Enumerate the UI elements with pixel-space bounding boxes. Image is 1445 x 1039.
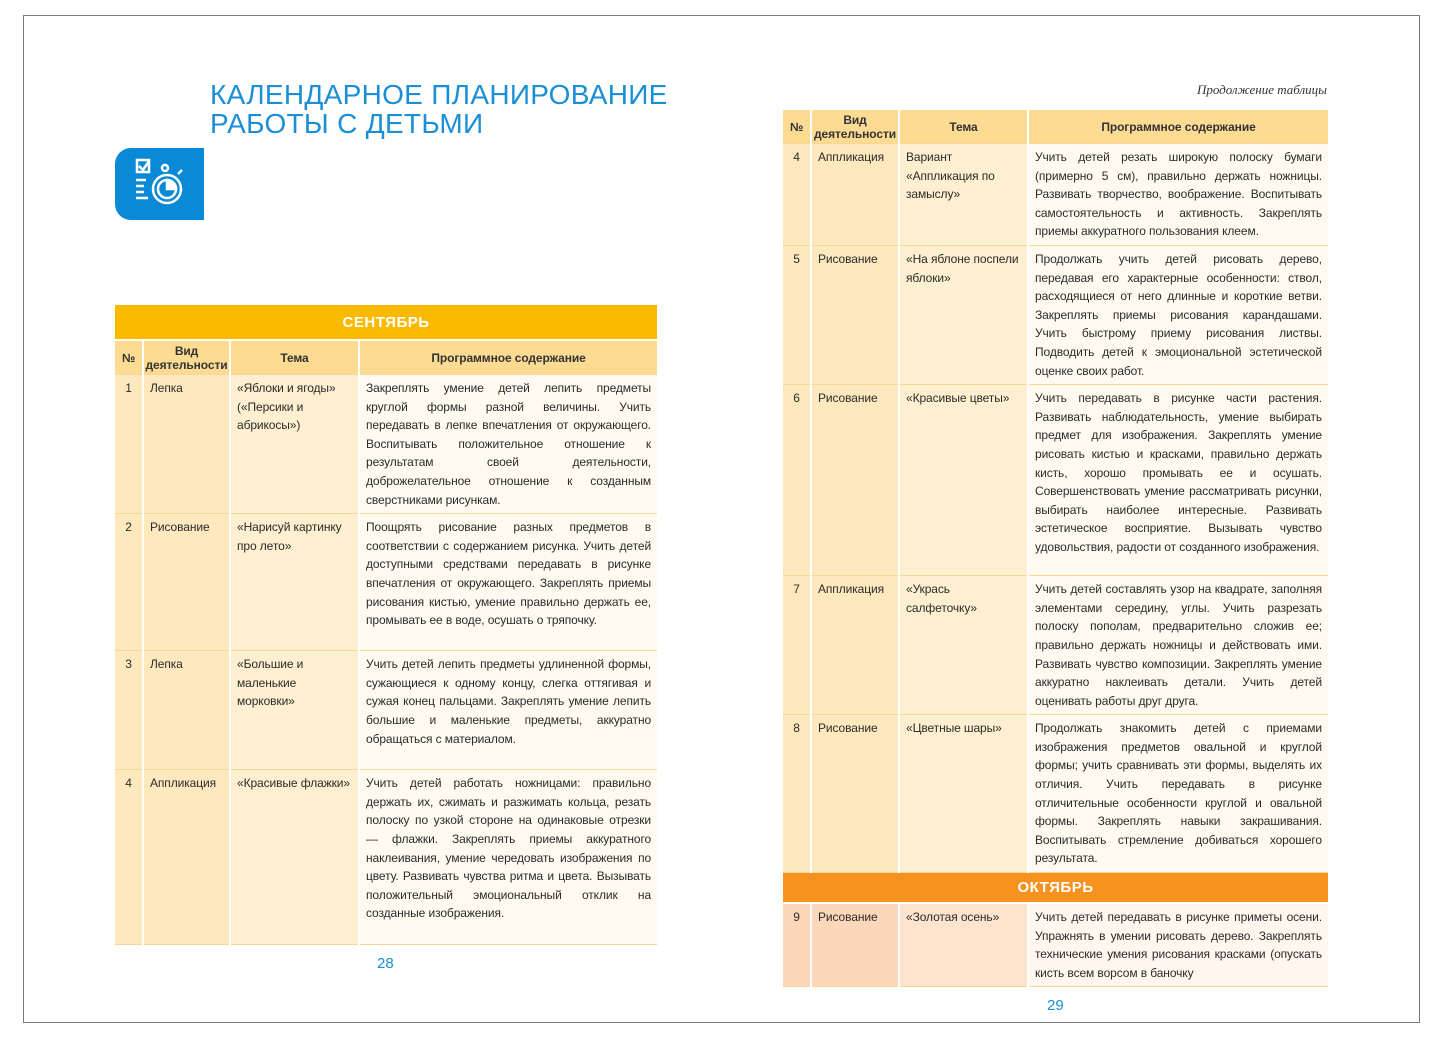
- september-table: [115, 305, 659, 945]
- cell-topic: «Большие и маленькие морковки»: [230, 651, 359, 770]
- cell-content: Закреплять умение детей лепить предметы круглой формы разной величины. Учить передавать в лепке впечатления от окружающего. Воспитывать положительное отношение к результатам своей деятельности, доброжелательное отношение к созданным сверстниками рисункам.: [359, 375, 658, 514]
- cell-activity: Лепка: [143, 375, 230, 514]
- table-row: [115, 770, 658, 945]
- cell-num: 7: [783, 576, 811, 715]
- table-row: [783, 144, 1329, 246]
- month-october: ОКТЯБРЬ: [783, 873, 1329, 904]
- cell-content: Учить детей передавать в рисунке приметы осени. Упражнять в умении рисовать дерево. Закреплять технические умения рисования красками (опускать кисть всем ворсом в баночку: [1028, 903, 1329, 987]
- header-topic: Тема: [230, 340, 359, 375]
- month-row: [783, 873, 1329, 904]
- cell-content: Продолжать знакомить детей с приемами изображения предметов овальной и круглой формы; учить сравнивать эти формы, выделять их отличия. Учить передавать в рисунке отличительные особенности круглой и овальной формы. Закреплять навыки закрашивания. Воспитывать стремление добиваться хорошего результата.: [1028, 715, 1329, 873]
- cell-topic: «Цветные шары»: [899, 715, 1028, 873]
- table-row: [115, 514, 658, 651]
- cell-num: 2: [115, 514, 143, 651]
- cell-activity: Рисование: [811, 903, 899, 987]
- table-header: [115, 340, 658, 375]
- header-topic: Тема: [899, 110, 1028, 144]
- cell-content: Учить детей лепить предметы удлиненной формы, сужающиеся к одному концу, слегка оттягивая и сужая конец пальцами. Закреплять умение лепить большие и маленькие предметы, аккуратно обращаться с материалом.: [359, 651, 658, 770]
- header-activity: Вид деятельности: [811, 110, 899, 144]
- month-row: [115, 305, 658, 340]
- title-line: РАБОТЫ С ДЕТЬМИ: [210, 108, 484, 139]
- cell-topic: Вариант «Аппликация по замыслу»: [899, 144, 1028, 246]
- continuation-note: Продолжение таблицы: [1196, 82, 1327, 97]
- table-header: [783, 110, 1329, 144]
- table-row: [115, 651, 658, 770]
- cell-num: 4: [783, 144, 811, 246]
- cell-activity: Аппликация: [143, 770, 230, 945]
- table-row: [783, 576, 1329, 715]
- cell-num: 4: [115, 770, 143, 945]
- cell-activity: Рисование: [811, 245, 899, 384]
- title-line: КАЛЕНДАРНОЕ ПЛАНИРОВАНИЕ: [210, 79, 668, 110]
- cell-activity: Рисование: [811, 715, 899, 873]
- table-row: [783, 715, 1329, 873]
- page-title: [210, 80, 668, 138]
- cell-activity: Аппликация: [811, 144, 899, 246]
- cell-num: 9: [783, 903, 811, 987]
- cell-topic: «Красивые цветы»: [899, 385, 1028, 576]
- cell-activity: Аппликация: [811, 576, 899, 715]
- table-row: [783, 385, 1329, 576]
- cell-content: Поощрять рисование разных предметов в соответствии с содержанием рисунка. Учить детей доступными средствами передавать в рисунке впечатления от окружающего. Закреплять приемы рисования кистью, умение правильно держать ее, промывать ее в воде, осушать о тряпочку.: [359, 514, 658, 651]
- table-row: [783, 245, 1329, 384]
- cell-content: Учить передавать в рисунке части растения. Развивать наблюдательность, умение выбирать предмет для изображения. Закреплять умение рисовать кистью и красками, правильно держать кисть, хорошо промывать ее и осушать. Совершенствовать умение рассматривать рисунки, выбирать наиболее интересные. Развивать эстетическое восприятие. Вызывать чувство удовольствия, радости от созданного изображения.: [1028, 385, 1329, 576]
- page-number: 29: [1047, 997, 1064, 1014]
- cell-num: 3: [115, 651, 143, 770]
- month-september: СЕНТЯБРЬ: [115, 305, 658, 340]
- cell-topic: «На яблоне поспели яблоки»: [899, 245, 1028, 384]
- header-content: Программное содержание: [359, 340, 658, 375]
- continued-table: [783, 110, 1330, 987]
- cell-activity: Рисование: [143, 514, 230, 651]
- cell-topic: «Яблоки и ягоды» («Персики и абрикосы»): [230, 375, 359, 514]
- cell-topic: «Нарисуй картинку про лето»: [230, 514, 359, 651]
- header-num: №: [115, 340, 143, 375]
- table-row: [115, 375, 658, 514]
- cell-activity: Рисование: [811, 385, 899, 576]
- cell-content: Учить детей работать ножницами: правильно держать их, сжимать и разжимать кольца, резать полоску по узкой стороне на одинаковые отрезки — флажки. Закреплять приемы аккуратного наклеивания, умение чередовать изображения по цвету. Развивать чувства ритма и цвета. Вызывать положительный эмоциональный отклик на созданные изображения.: [359, 770, 658, 945]
- header-num: №: [783, 110, 811, 144]
- cell-num: 8: [783, 715, 811, 873]
- cell-num: 1: [115, 375, 143, 514]
- cell-num: 6: [783, 385, 811, 576]
- checklist-stopwatch-icon: [115, 148, 204, 220]
- cell-content: Продолжать учить детей рисовать дерево, передавая его характерные особенности: ствол, расходящиеся от него длинные и короткие ветви. Закреплять приемы рисования карандашами. Учить быстрому приему рисования листвы. Подводить детей к эмоциональной эстетической оценке своих работ.: [1028, 245, 1329, 384]
- cell-topic: «Красивые флажки»: [230, 770, 359, 945]
- cell-activity: Лепка: [143, 651, 230, 770]
- cell-topic: «Укрась салфеточку»: [899, 576, 1028, 715]
- cell-num: 5: [783, 245, 811, 384]
- cell-topic: «Золотая осень»: [899, 903, 1028, 987]
- header-activity: Вид деятельности: [143, 340, 230, 375]
- table-row: [783, 903, 1329, 987]
- header-content: Программное содержание: [1028, 110, 1329, 144]
- page-number: 28: [377, 955, 394, 972]
- cell-content: Учить детей составлять узор на квадрате, заполняя элементами середину, углы. Учить разрезать полоску пополам, предварительно сложив ее; правильно держать ножницы и действовать ими. Развивать чувство композиции. Закреплять умение аккуратно наклеивать детали. Учить детей оценивать работы друг друга.: [1028, 576, 1329, 715]
- cell-content: Учить детей резать широкую полоску бумаги (примерно 5 см), правильно держать ножницы. Развивать творчество, воображение. Воспитывать самостоятельность и активность. Закреплять приемы аккуратного пользования клеем.: [1028, 144, 1329, 246]
